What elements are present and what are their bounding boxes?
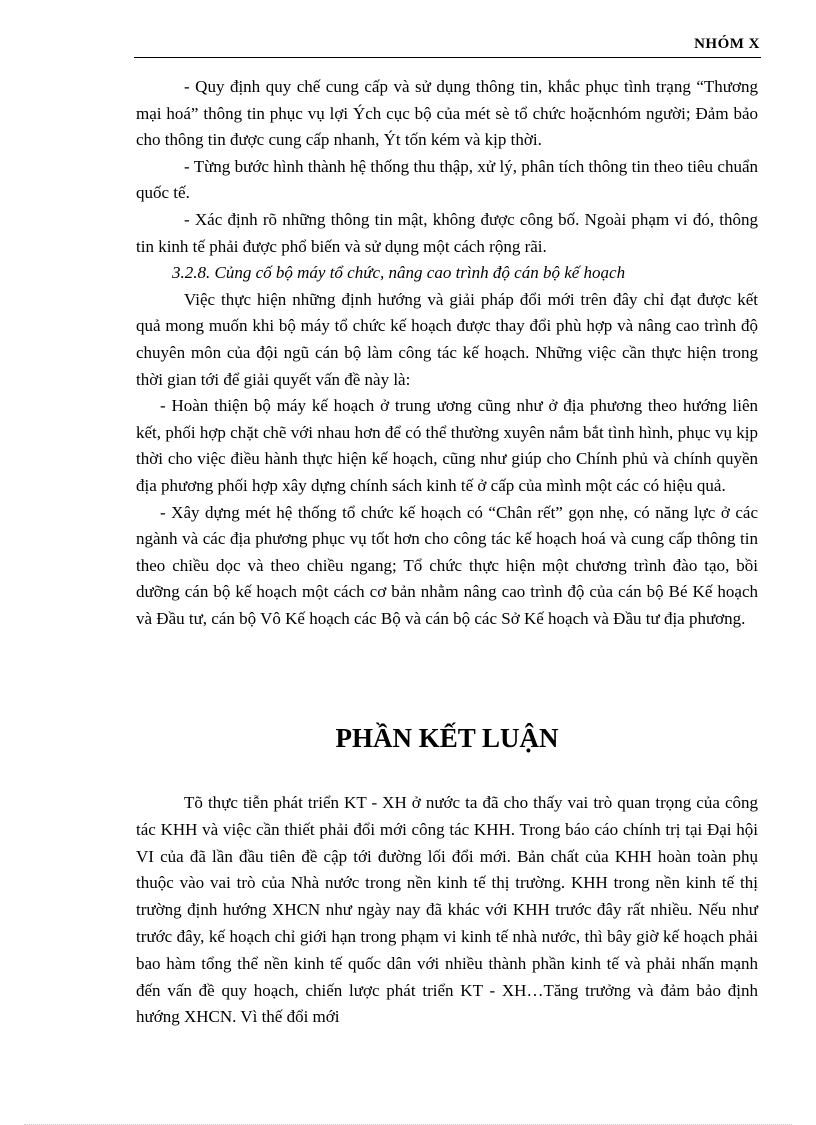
page-header: NHÓM X — [694, 36, 760, 52]
section-title: PHẦN KẾT LUẬN — [335, 723, 559, 753]
paragraph-info-system: - Từng bước hình thành hệ thống thu thập, xử lý, phân tích thông tin theo tiêu chuẩn quốc tế. — [136, 156, 758, 203]
conclusion-section — [136, 790, 758, 1031]
paragraph-task-training: - Xây dựng mét hệ thống tổ chức kế hoạch có “Chân rết” gọn nhẹ, có năng lực ở các ngành và các địa phương phục vụ tốt hơn cho công tác kế hoạch hoá và cung cấp thông tin theo chiều dọc và theo chiều ngang; Tổ chức thực hiện một chương trình đào tạo, bồi dưỡng cán bộ kế hoạch một cách cơ bản nhằm nâng cao trình độ của cán bộ Bé Kế hoạch và Đầu tư, cán bộ Vô Kế hoạch các Bộ và cán bộ các Sở Kế hoạch và Đầu tư địa phương. — [136, 502, 758, 628]
conclusion-paragraph: Tõ thực tiễn phát triển KT - XH ở nước ta đã cho thấy vai trò quan trọng của công tác KHH và việc cần thiết phải đổi mới công tác KHH. Trong báo cáo chính trị tại Đại hội VI của đã lần đầu tiên đề cập tới đường lối đổi mới. Bản chất của KHH hoàn toàn phụ thuộc vào vai trò của Nhà nước trong nền kinh tế thị trường. KHH trong nền kinh tế thị trường định hướng XHCN như ngày nay đã khác với KHH trước đây rất nhiều. Nếu như trước đây, kế hoạch chỉ giới hạn trong phạm vi kinh tế nhà nước, thì bây giờ kế hoạch phải bao hàm tổng thể nền kinh tế quốc dân với nhiều thành phần kinh tế và phải nhấn mạnh đến vấn đề quy hoạch, chiến lược phát triển KT - XH…Tăng trưởng và đảm bảo định hướng XHCN. Vì thế đổi mới — [136, 793, 758, 1027]
header-divider — [134, 57, 761, 58]
subsection-heading: 3.2.8. Củng cố bộ máy tổ chức, nâng cao trình độ cán bộ kế hoạch — [172, 263, 626, 283]
paragraph-confidential-info: - Xác định rõ những thông tin mật, không được công bố. Ngoài phạm vi đó, thông tin kinh tế phải được phổ biến và sử dụng một cách rộng rãi. — [136, 209, 758, 256]
body-text — [136, 74, 758, 632]
paragraph-info-regulation: - Quy định quy chế cung cấp và sử dụng thông tin, khắc phục tình trạng “Thương mại hoá” thông tin phục vụ lợi Ých cục bộ của mét sè tổ chức hoặcnhóm người; Đảm bảo cho thông tin được cung cấp nhanh, Ýt tốn kém và kịp thời. — [136, 77, 758, 150]
paragraph-intro-tasks: Việc thực hiện những định hướng và giải pháp đổi mới trên đây chỉ đạt được kết quả mong muốn khi bộ máy tổ chức kế hoạch được thay đổi phù hợp và nâng cao trình độ chuyên môn của đội ngũ cán bộ làm công tác kế hoạch. Những việc cần thực hiện trong thời gian tới để giải quyết vấn đề này là: — [136, 289, 758, 389]
paragraph-task-apparatus: - Hoàn thiện bộ máy kế hoạch ở trung ương cũng như ở địa phương theo hướng liên kết, phối hợp chặt chẽ với nhau hơn để có thể thường xuyên nắm bắt tình hình, phục vụ kịp thời cho việc điều hành thực hiện kế hoạch, cũng như giúp cho Chính phủ và chính quyền địa phương phối hợp xây dựng chính sách kinh tế ở cấp của mình một các có hiệu quả. — [136, 396, 758, 495]
